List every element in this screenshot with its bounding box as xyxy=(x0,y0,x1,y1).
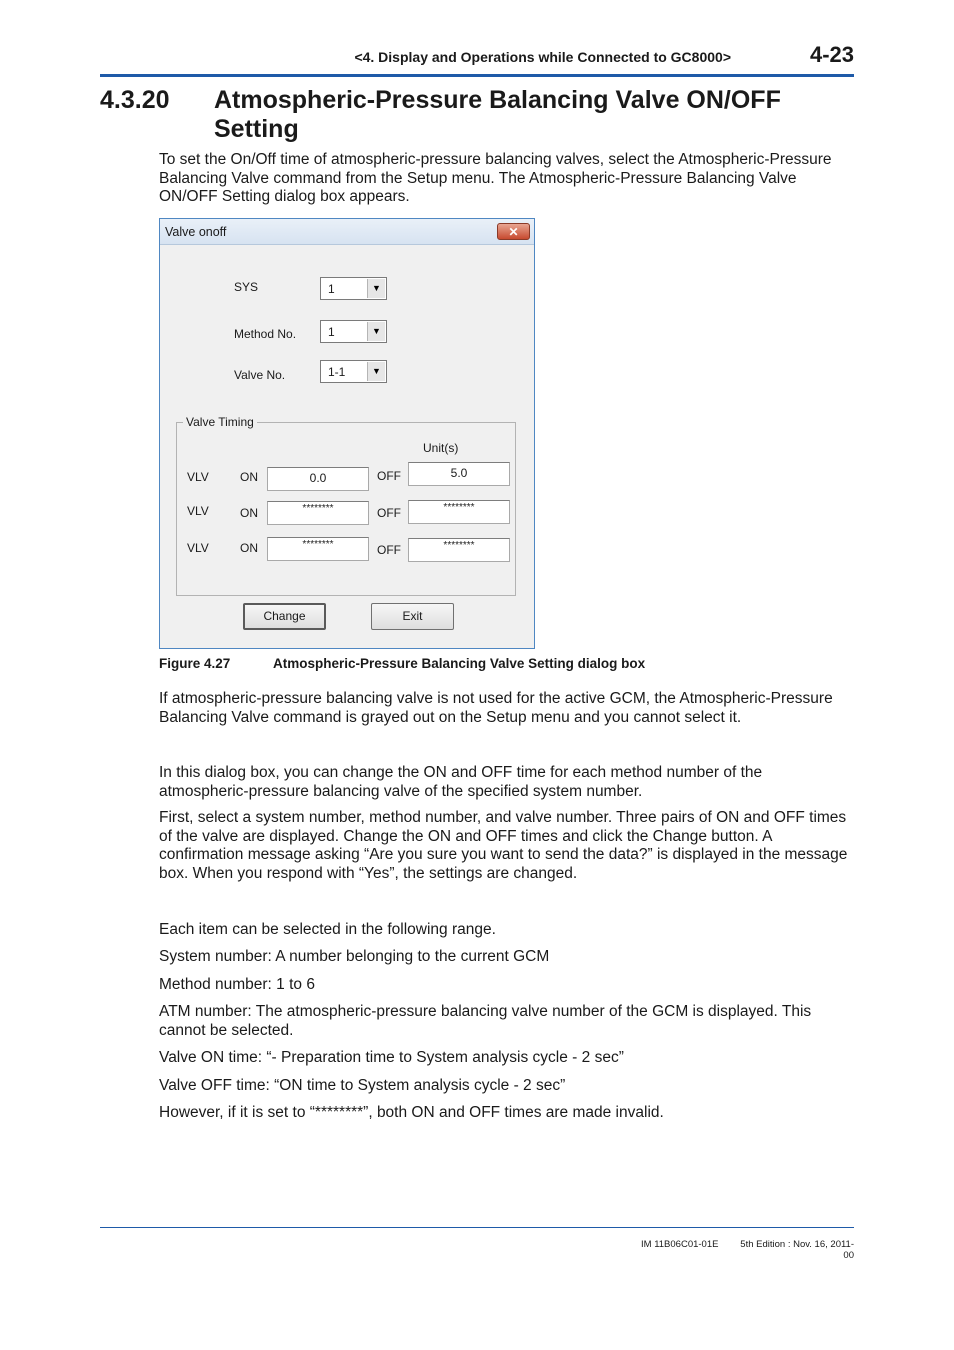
chapter-header: <4. Display and Operations while Connected to GC8000> xyxy=(354,49,731,65)
off-time-field[interactable]: ******** xyxy=(408,538,510,562)
valve-label: Valve No. xyxy=(234,368,286,382)
paragraph: Valve ON time: “- Preparation time to System analysis cycle - 2 sec” xyxy=(159,1049,624,1066)
sys-label: SYS xyxy=(234,280,259,294)
header-rule xyxy=(100,74,854,77)
figure-caption: Atmospheric-Pressure Balancing Valve Setting dialog box xyxy=(273,656,646,671)
paragraph: System number: A number belonging to the current GCM xyxy=(159,948,550,965)
on-time-field[interactable]: ******** xyxy=(267,501,369,525)
valve-timing-label: Valve Timing xyxy=(183,415,257,429)
footer-rule xyxy=(100,1227,854,1228)
chevron-down-icon[interactable]: ▼ xyxy=(367,279,385,298)
sys-select[interactable] xyxy=(320,277,387,300)
paragraph: If atmospheric-pressure balancing valve is not used for the active GCM, the Atmospheric-Pressure Balancing Valve command is grayed out on the Setup menu and you cannot select it. xyxy=(159,690,833,726)
page-number: 4-23 xyxy=(809,42,854,67)
off-label: OFF xyxy=(377,506,401,520)
off-time-field[interactable]: 5.0 xyxy=(408,462,510,486)
vlv-label: VLV xyxy=(187,541,209,555)
unit-label: Unit(s) xyxy=(423,441,459,455)
section-title: Atmospheric-Pressure Balancing Valve ON/OFF Setting xyxy=(214,86,781,143)
section-number: 4.3.20 xyxy=(100,86,170,114)
method-label: Method No. xyxy=(234,327,297,341)
paragraph: However, if it is set to “********”, both ON and OFF times are made invalid. xyxy=(159,1104,664,1121)
vlv-label: VLV xyxy=(187,504,209,518)
on-time-field[interactable]: 0.0 xyxy=(267,467,369,491)
paragraph: Each item can be selected in the following range. xyxy=(159,921,496,938)
chevron-down-icon[interactable]: ▼ xyxy=(367,362,385,381)
paragraph: In this dialog box, you can change the ON and OFF time for each method number of the atmospheric-pressure balancing valve of the specified system number. xyxy=(159,764,763,800)
document-id: IM 11B06C01-01E xyxy=(641,1239,719,1250)
exit-button[interactable]: Exit xyxy=(371,603,454,630)
on-time-field[interactable]: ******** xyxy=(267,537,369,561)
on-label: ON xyxy=(240,506,258,520)
off-label: OFF xyxy=(377,543,401,557)
paragraph: Method number: 1 to 6 xyxy=(159,976,315,993)
valve-select[interactable] xyxy=(320,360,387,383)
method-select[interactable] xyxy=(320,320,387,343)
chevron-down-icon[interactable]: ▼ xyxy=(367,322,385,341)
on-label: ON xyxy=(240,541,258,555)
on-label: ON xyxy=(240,470,258,484)
edition-info: 5th Edition : Nov. 16, 2011-00 xyxy=(740,1239,854,1261)
valve-onoff-dialog xyxy=(159,218,535,649)
dialog-title: Valve onoff xyxy=(165,225,227,239)
paragraph: ATM number: The atmospheric-pressure balancing valve number of the GCM is displayed. This cannot be selected. xyxy=(159,1003,812,1039)
intro-paragraph: To set the On/Off time of atmospheric-pressure balancing valves, select the Atmospheric-Pressure Balancing Valve command from the Setup menu. The Atmospheric-Pressure Balancing Valve ON/OFF Setting dialog box appears. xyxy=(159,151,832,206)
vlv-label: VLV xyxy=(187,470,209,484)
paragraph: First, select a system number, method number, and valve number. Three pairs of ON and OFF times of the valve are displayed. Change the ON and OFF times and click the Change button. A confirmation message asking “Are you sure you want to send the data?” is displayed in the message box. When you respond with “Yes”, the settings are changed. xyxy=(159,809,848,882)
sys-select-value: 1 xyxy=(328,282,335,296)
change-button[interactable]: Change xyxy=(243,603,326,630)
off-time-field[interactable]: ******** xyxy=(408,500,510,524)
figure-number: Figure 4.27 xyxy=(159,656,231,671)
paragraph: Valve OFF time: “ON time to System analysis cycle - 2 sec” xyxy=(159,1077,566,1094)
dialog-titlebar xyxy=(160,219,534,245)
valve-select-value: 1-1 xyxy=(328,365,346,379)
method-select-value: 1 xyxy=(328,325,335,339)
off-label: OFF xyxy=(377,469,401,483)
close-icon[interactable]: ✕ xyxy=(497,223,530,240)
